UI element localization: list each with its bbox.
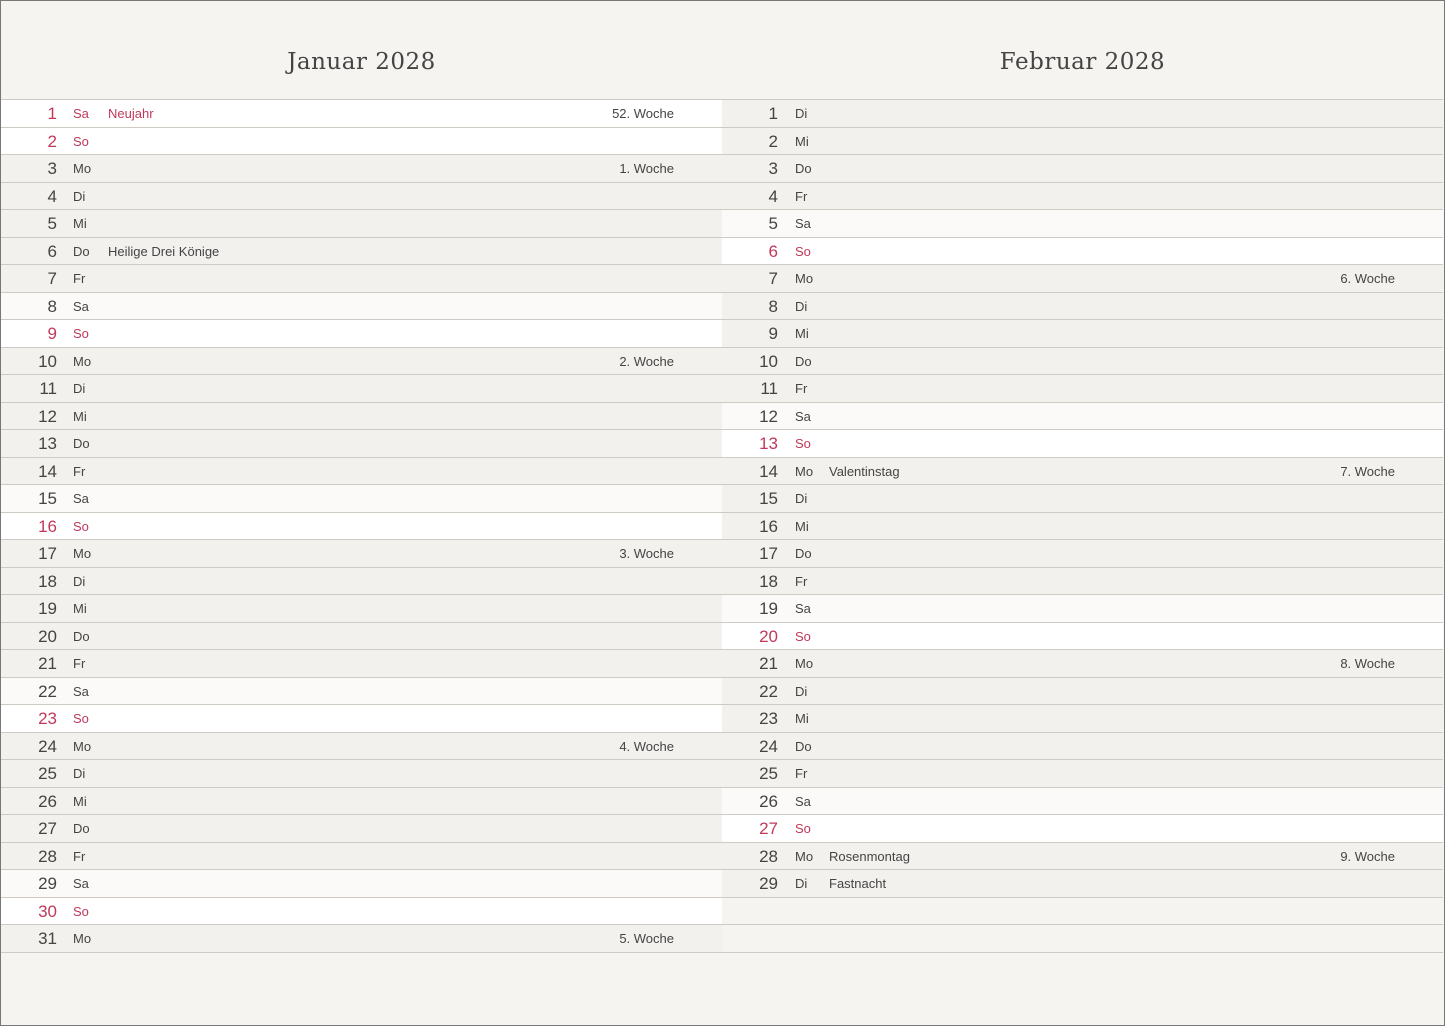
empty-row <box>722 898 1443 926</box>
day-number: 17 <box>759 544 778 563</box>
weekday-label: Di <box>795 683 808 699</box>
weekday-label: Sa <box>73 491 89 506</box>
weekday-label: Mo <box>795 463 814 479</box>
day-row <box>1 128 722 156</box>
weekday-label: So <box>73 518 89 534</box>
day-row <box>722 485 1443 513</box>
day-number: 20 <box>759 626 778 646</box>
weekday-label: Fr <box>73 656 86 671</box>
weekday-label: Sa <box>795 601 811 616</box>
day-number: 6 <box>768 241 778 261</box>
weekday-label: So <box>73 133 89 149</box>
holiday-label: Fastnacht <box>829 876 887 891</box>
holiday-label: Rosenmontag <box>829 848 910 864</box>
weekday-label: Mo <box>795 656 814 671</box>
day-number: 30 <box>38 901 57 921</box>
weekday-label: Fr <box>795 188 808 204</box>
weekday-label: So <box>795 821 811 836</box>
day-row <box>1 485 722 513</box>
weekday-label: Sa <box>795 408 811 424</box>
weekday-label: Mi <box>795 133 809 149</box>
weekday-label: Mi <box>73 793 87 809</box>
day-row <box>722 568 1443 596</box>
month-january <box>1 1 722 953</box>
day-row <box>722 155 1443 183</box>
day-number: 9 <box>768 324 778 343</box>
day-number: 29 <box>38 874 57 893</box>
day-number: 15 <box>759 489 778 508</box>
weekday-label: So <box>73 711 89 726</box>
day-row <box>722 430 1443 458</box>
day-number: 24 <box>38 736 57 756</box>
day-row <box>1 815 722 843</box>
day-row <box>722 595 1443 623</box>
day-row <box>722 733 1443 761</box>
day-row <box>1 595 722 623</box>
weekday-label: Di <box>795 491 808 506</box>
day-row <box>1 183 722 211</box>
day-number: 14 <box>759 461 778 481</box>
day-row <box>722 458 1443 486</box>
weekday-label: Mi <box>73 216 87 231</box>
day-number: 2 <box>768 131 778 151</box>
weekday-label: Mo <box>795 271 814 286</box>
day-number: 22 <box>759 681 778 701</box>
day-row <box>722 348 1443 376</box>
day-number: 15 <box>38 489 57 508</box>
day-row <box>722 870 1443 898</box>
day-row <box>1 513 722 541</box>
weekday-label: Di <box>73 188 86 204</box>
weekday-label: Do <box>73 821 90 836</box>
day-number: 12 <box>759 406 778 426</box>
day-row <box>722 540 1443 568</box>
day-number: 29 <box>759 874 778 893</box>
day-row <box>722 678 1443 706</box>
day-row <box>1 238 722 266</box>
day-row <box>722 705 1443 733</box>
weekday-label: Do <box>795 353 812 369</box>
weekday-label: Mi <box>795 326 809 341</box>
weekday-label: Di <box>73 766 86 781</box>
weekday-label: Fr <box>73 848 86 864</box>
day-row <box>722 293 1443 321</box>
day-number: 16 <box>38 516 57 536</box>
day-number: 21 <box>38 654 57 673</box>
weekday-label: Mo <box>73 738 92 754</box>
week-number-label: 5. Woche <box>619 931 674 946</box>
day-row <box>1 430 722 458</box>
day-row <box>1 265 722 293</box>
day-number: 10 <box>38 351 57 371</box>
day-number: 13 <box>38 434 57 453</box>
weekday-label: Mo <box>795 848 814 864</box>
day-row <box>722 100 1443 128</box>
day-number: 17 <box>38 544 57 563</box>
week-number-label: 3. Woche <box>619 546 674 561</box>
weekday-label: Sa <box>795 216 811 231</box>
holiday-label: Valentinstag <box>829 463 900 479</box>
day-number: 31 <box>38 929 57 948</box>
day-row <box>1 870 722 898</box>
day-number: 28 <box>759 846 778 866</box>
day-number: 11 <box>760 379 778 398</box>
weekday-label: Sa <box>73 298 89 314</box>
weekday-label: Do <box>795 546 812 561</box>
day-number: 27 <box>759 819 778 838</box>
weekday-label: Mo <box>73 546 92 561</box>
day-row <box>722 513 1443 541</box>
weekday-label: Mo <box>73 161 92 176</box>
day-row <box>722 183 1443 211</box>
day-number: 1 <box>47 104 57 123</box>
weekday-label: So <box>73 903 89 919</box>
day-number: 4 <box>47 186 57 206</box>
day-row <box>1 540 722 568</box>
weekday-label: Di <box>73 381 86 396</box>
day-number: 13 <box>759 434 778 453</box>
day-number: 12 <box>38 406 57 426</box>
day-row <box>1 843 722 871</box>
day-number: 23 <box>38 709 57 728</box>
weekday-label: Fr <box>73 463 86 479</box>
holiday-label: Heilige Drei Könige <box>108 243 220 259</box>
day-number: 7 <box>47 269 57 288</box>
month-title: Januar 2028 <box>287 49 436 75</box>
day-row <box>722 265 1443 293</box>
weekday-label: Di <box>795 106 808 121</box>
weekday-label: Di <box>73 573 86 589</box>
weekday-label: Sa <box>795 793 811 809</box>
day-row <box>722 375 1443 403</box>
day-row <box>1 568 722 596</box>
day-number: 10 <box>759 351 778 371</box>
day-number: 28 <box>38 846 57 866</box>
weekday-label: Mi <box>795 518 809 534</box>
day-number: 19 <box>759 599 778 618</box>
week-number-label: 9. Woche <box>1340 848 1395 864</box>
day-row <box>1 760 722 788</box>
day-number: 5 <box>47 214 57 233</box>
day-number: 2 <box>47 131 57 151</box>
day-number: 3 <box>47 159 57 178</box>
weekday-label: Do <box>73 243 90 259</box>
day-row <box>1 100 722 128</box>
week-number-label: 7. Woche <box>1340 463 1395 479</box>
weekday-label: Di <box>795 298 808 314</box>
day-row <box>1 733 722 761</box>
day-number: 4 <box>768 186 778 206</box>
day-list <box>1 99 722 953</box>
day-row <box>722 128 1443 156</box>
day-number: 18 <box>759 571 778 591</box>
day-row <box>722 623 1443 651</box>
weekday-label: Mo <box>73 353 92 369</box>
day-row <box>1 898 722 926</box>
holiday-label: Neujahr <box>108 106 154 121</box>
day-row <box>722 815 1443 843</box>
day-number: 21 <box>759 654 778 673</box>
day-number: 8 <box>768 296 778 316</box>
day-number: 19 <box>38 599 57 618</box>
day-number: 6 <box>47 241 57 261</box>
day-row <box>722 320 1443 348</box>
day-row <box>722 210 1443 238</box>
day-row <box>1 320 722 348</box>
weekday-label: Do <box>795 738 812 754</box>
weekday-label: So <box>795 436 811 451</box>
day-number: 1 <box>768 104 778 123</box>
day-number: 25 <box>759 764 778 783</box>
day-row <box>722 403 1443 431</box>
day-row <box>722 238 1443 266</box>
day-number: 9 <box>47 324 57 343</box>
weekday-label: Sa <box>73 683 89 699</box>
weekday-label: So <box>795 628 811 644</box>
week-number-label: 2. Woche <box>619 353 674 369</box>
day-row <box>1 678 722 706</box>
day-number: 16 <box>759 516 778 536</box>
weekday-label: So <box>73 326 89 341</box>
weekday-label: Fr <box>73 271 86 286</box>
day-row <box>1 403 722 431</box>
week-number-label: 4. Woche <box>619 738 674 754</box>
weekday-label: Do <box>73 628 90 644</box>
day-number: 5 <box>768 214 778 233</box>
day-row <box>1 788 722 816</box>
weekday-label: Sa <box>73 106 89 121</box>
day-row <box>1 348 722 376</box>
weekday-label: Fr <box>795 766 808 781</box>
day-row <box>1 155 722 183</box>
day-list <box>722 99 1443 953</box>
week-number-label: 52. Woche <box>612 106 674 121</box>
month-february <box>722 1 1443 953</box>
weekday-label: So <box>795 243 811 259</box>
weekday-label: Fr <box>795 381 808 396</box>
day-number: 25 <box>38 764 57 783</box>
day-number: 14 <box>38 461 57 481</box>
day-row <box>722 650 1443 678</box>
day-row <box>722 788 1443 816</box>
week-number-label: 8. Woche <box>1340 656 1395 671</box>
day-number: 23 <box>759 709 778 728</box>
day-row <box>1 293 722 321</box>
month-title: Februar 2028 <box>999 49 1166 75</box>
weekday-label: Do <box>795 161 812 176</box>
weekday-label: Mi <box>73 601 87 616</box>
day-number: 26 <box>38 791 57 811</box>
day-row <box>1 458 722 486</box>
day-number: 26 <box>759 791 778 811</box>
week-number-label: 6. Woche <box>1340 271 1395 286</box>
day-row <box>1 623 722 651</box>
weekday-label: Do <box>73 436 90 451</box>
day-row <box>1 375 722 403</box>
weekday-label: Di <box>795 876 808 891</box>
day-number: 8 <box>47 296 57 316</box>
empty-row <box>722 925 1443 953</box>
day-number: 24 <box>759 736 778 756</box>
weekday-label: Sa <box>73 876 89 891</box>
day-row <box>1 925 722 953</box>
weekday-label: Mi <box>795 711 809 726</box>
weekday-label: Mo <box>73 931 92 946</box>
weekday-label: Mi <box>73 408 87 424</box>
day-number: 18 <box>38 571 57 591</box>
day-row <box>722 843 1443 871</box>
day-row <box>1 650 722 678</box>
week-number-label: 1. Woche <box>619 161 674 176</box>
day-number: 7 <box>768 269 778 288</box>
day-row <box>1 705 722 733</box>
day-number: 27 <box>38 819 57 838</box>
day-number: 3 <box>768 159 778 178</box>
weekday-label: Fr <box>795 573 808 589</box>
day-number: 11 <box>39 379 57 398</box>
day-row <box>1 210 722 238</box>
day-number: 20 <box>38 626 57 646</box>
day-number: 22 <box>38 681 57 701</box>
day-row <box>722 760 1443 788</box>
